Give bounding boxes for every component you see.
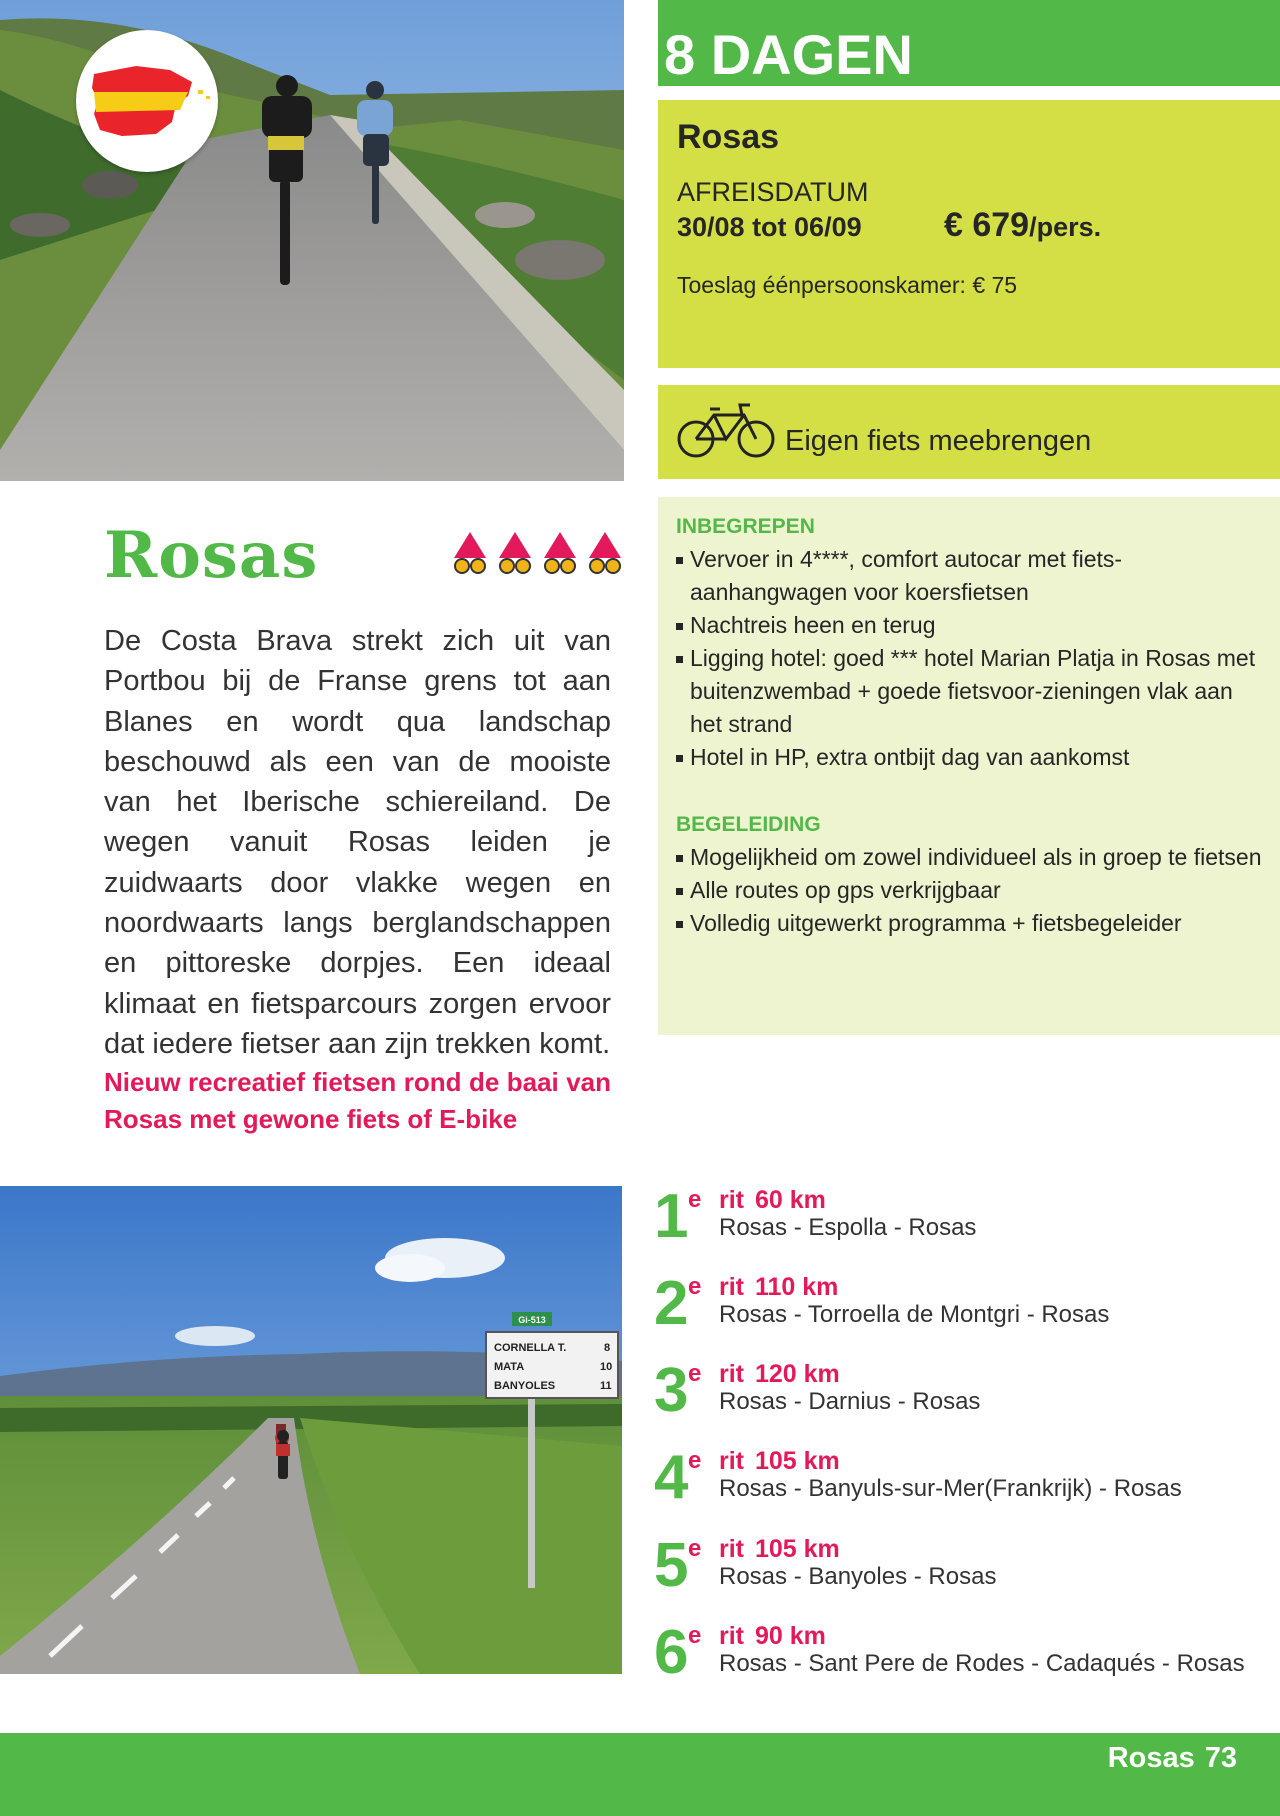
ride-number: 1 [654, 1182, 689, 1251]
guidance-item: Alle routes op gps verkrijgbaar [675, 874, 1270, 907]
included-list [675, 543, 1270, 774]
ride-ordinal: e [688, 1535, 702, 1562]
included-item: Ligging hotel: goed *** hotel Marian Platja in Rosas met buitenzwembad + goede fietsvoor-zieningen vlak aan het strand [675, 642, 1270, 741]
footer [1108, 1742, 1237, 1775]
departure-label: AFREISDATUM [677, 177, 869, 207]
road-sign-place: MATA [494, 1361, 525, 1373]
ride-item [654, 1618, 1274, 1702]
ride-item [654, 1356, 1274, 1440]
guidance-item: Mogelijkheid om zowel individueel als in groep te fietsen [675, 841, 1270, 874]
ride-number: 6 [654, 1618, 689, 1687]
photo-country-road-sign [0, 1186, 622, 1674]
footer-band [0, 1733, 1280, 1816]
included-item: Vervoer in 4****, comfort autocar met fiets-aanhangwagen voor koersfietsen [675, 543, 1270, 609]
ride-distance: 105 km [755, 1447, 840, 1475]
ride-number: 3 [654, 1356, 689, 1425]
ride-route: Rosas - Espolla - Rosas [719, 1214, 977, 1241]
ride-number: 2 [654, 1269, 689, 1338]
difficulty-icon [454, 532, 486, 573]
road-sign-place: CORNELLA T. [494, 1342, 567, 1354]
ride-label: rit [719, 1360, 744, 1388]
ride-route: Rosas - Darnius - Rosas [719, 1388, 981, 1415]
ride-route: Rosas - Banyoles - Rosas [719, 1563, 997, 1590]
ride-ordinal: e [688, 1273, 702, 1300]
difficulty-icon [544, 532, 576, 573]
ride-number: 5 [654, 1531, 689, 1600]
departure-dates: 30/08 tot 06/09 [677, 212, 862, 242]
ride-ordinal: e [688, 1360, 702, 1387]
ride-label: rit [719, 1186, 744, 1214]
road-sign-distance: 8 [604, 1342, 611, 1354]
footer-section: Rosas [1107, 1742, 1195, 1774]
highlight-note: Nieuw recreatief fietsen rond de baai van Rosas met gewone fiets of E-bike [104, 1067, 611, 1134]
ride-label: rit [719, 1273, 744, 1301]
ride-label: rit [719, 1622, 744, 1650]
guidance-item: Volledig uitgewerkt programma + fietsbegeleider [675, 907, 1270, 940]
ride-distance: 120 km [755, 1360, 840, 1388]
ride-label: rit [719, 1447, 744, 1475]
included-heading: INBEGREPEN [676, 515, 815, 538]
spain-map-icon [76, 30, 218, 172]
bicycle-icon [676, 399, 776, 461]
road-sign-distance: 11 [600, 1380, 612, 1392]
price-amount: € 679 [944, 206, 1030, 244]
road-sign-place: BANYOLES [494, 1380, 556, 1392]
price-panel-destination: Rosas [677, 118, 780, 156]
price [944, 206, 1101, 245]
ride-ordinal: e [688, 1447, 702, 1474]
ride-distance: 90 km [755, 1622, 826, 1650]
ride-item [654, 1531, 1274, 1615]
spain-flag-badge [76, 30, 218, 172]
ride-label: rit [719, 1535, 744, 1563]
difficulty-icon [589, 532, 621, 573]
ride-route: Rosas - Torroella de Montgri - Rosas [719, 1301, 1110, 1328]
bike-note: Eigen fiets meebrengen [785, 425, 1092, 457]
difficulty-rating [449, 530, 624, 580]
ride-route: Rosas - Banyuls-sur-Mer(Frankrijk) - Rosas [719, 1475, 1182, 1502]
ride-item [654, 1269, 1274, 1353]
price-unit: /pers. [1029, 212, 1102, 242]
guidance-heading: BEGELEIDING [676, 813, 821, 836]
ride-ordinal: e [688, 1186, 702, 1213]
ride-distance: 110 km [755, 1273, 839, 1301]
ride-item [654, 1443, 1274, 1527]
included-item: Nachtreis heen en terug [675, 609, 1270, 642]
ride-ordinal: e [688, 1622, 702, 1649]
destination-title: Rosas [104, 518, 319, 593]
road-sign-route-number: Gi-513 [518, 1315, 546, 1325]
destination-description: De Costa Brava strekt zich uit van Portbou bij de Franse grens tot aan Blanes en wordt qua landschap beschouwd als een van de mooiste van het Iberische schiereiland. De wegen vanuit Rosas leiden je zuidwaarts door vlakke wegen en noordwaarts langs berglandschappen en pittoreske dorpjes. Een ideaal klimaat en fietsparcours zorgen ervoor dat iedere fietser aan zijn trekken komt. [104, 625, 611, 1060]
single-room-supplement: Toeslag éénpersoonskamer: € 75 [677, 272, 1018, 298]
ride-distance: 105 km [755, 1535, 840, 1563]
included-item: Hotel in HP, extra ontbijt dag van aankomst [675, 741, 1270, 774]
ride-route: Rosas - Sant Pere de Rodes - Cadaqués - Rosas [719, 1650, 1245, 1677]
guidance-list [675, 841, 1270, 940]
ride-distance: 60 km [755, 1186, 826, 1214]
ride-number: 4 [654, 1443, 689, 1512]
page-number: 73 [1204, 1742, 1237, 1774]
ride-item [654, 1182, 1274, 1266]
trip-duration: 8 DAGEN [664, 23, 913, 86]
road-sign-distance: 10 [600, 1361, 613, 1373]
difficulty-icon [499, 532, 531, 573]
